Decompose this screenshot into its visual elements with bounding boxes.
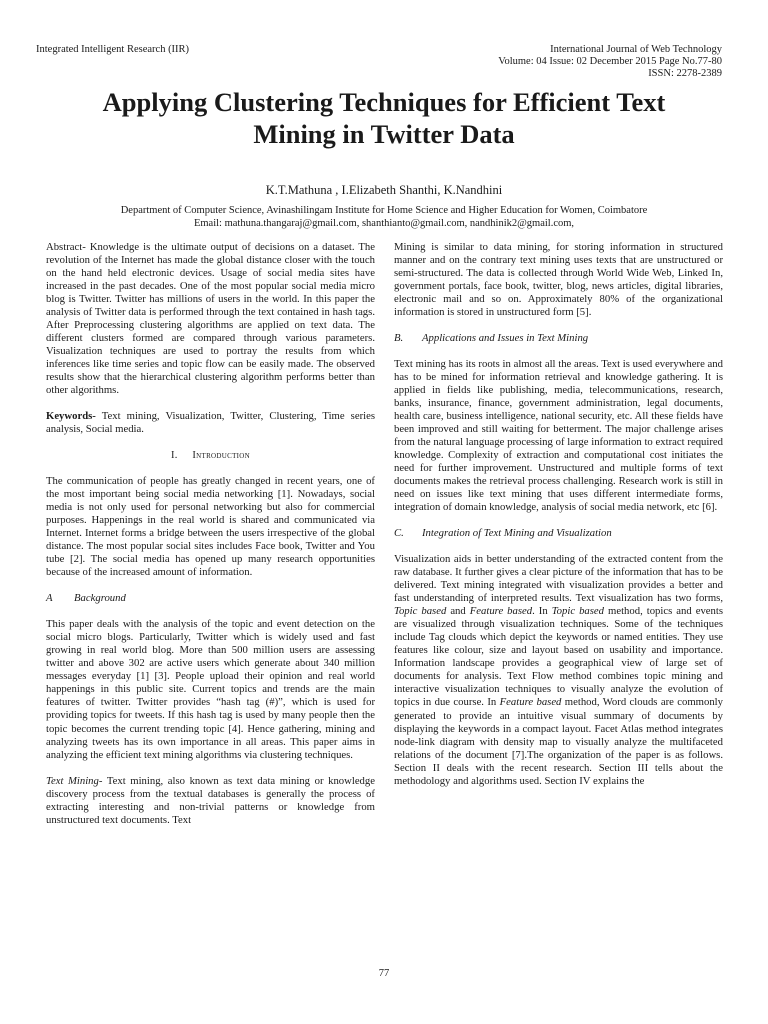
- subsection-letter: A: [46, 592, 53, 605]
- abstract: Abstract- Knowledge is the ultimate output of decisions on a dataset. The revolution of the Internet has made the global distance closer with the touch on the hand held electronic devices. Usage of social media sites have increased in the past decades. One of the most popular social media micro blog is Twitter. Twitter has millions of users in the world. In this paper the analysis of Twitter data is performed through the text contained in hash tags. After Preprocessing clustering algorithms are applied on text data. The different clusters formed are compared through various parameters. Visualization techniques are used to portray the results from which inferences like time series and topic flow can be easily made. The observed results show that the hierarchical clustering algorithm performs better than other algorithms.: [46, 241, 375, 397]
- subsection-heading-applications: [394, 332, 723, 345]
- affiliation: [0, 204, 768, 230]
- title-line-2: Mining in Twitter Data: [253, 119, 515, 149]
- running-header-right: [498, 44, 722, 80]
- right-column: [394, 241, 723, 788]
- subsection-heading-integration: [394, 527, 723, 540]
- subsection-letter: B.: [394, 332, 404, 345]
- running-header-left: Integrated Intelligent Research (IIR): [36, 44, 190, 55]
- journal-name: International Journal of Web Technology: [550, 44, 722, 55]
- subsection-letter: C.: [394, 527, 404, 540]
- keywords-text: Text mining, Visualization, Twitter, Clustering, Time series analysis, Social media.: [46, 410, 375, 436]
- volume-issue: Volume: 04 Issue: 02 December 2015 Page No.77-80: [498, 56, 722, 67]
- text-mining-body: Text mining, also known as text data mining or knowledge discovery process from the textual databases is generally the process of extracting interesting and non-trivial patterns or knowledge from unstructured text documents. Text: [46, 774, 375, 826]
- section-heading-introduction: [46, 449, 375, 462]
- visualization-paragraph: [394, 553, 723, 787]
- page-number: 77: [378, 968, 390, 979]
- viz-emphasis: Feature based: [499, 696, 562, 709]
- viz-text: method, Word clouds are commonly generated to provide an intuitive visual summary of documents by displaying the keywords in a compact layout. Facet Atlas method integrates node-link diagram with density map to visually analyze the multifaceted relations of the document [7].The organization of the paper is as follows. Section II deals with the recent research. Section III tells about the methodology and algorithms used. Section IV explains the: [394, 696, 723, 787]
- title-line-1: Applying Clustering Techniques for Efficient Text: [102, 87, 666, 117]
- text-mining-paragraph: [46, 775, 375, 827]
- department: Department of Computer Science, Avinashilingam Institute for Home Science and Higher Education for Women, Coimbatore: [120, 205, 648, 216]
- keywords-label: Keywords-: [46, 410, 96, 423]
- text-mining-label: Text Mining-: [46, 774, 103, 787]
- applications-paragraph: Text mining has its roots in almost all the areas. Text is used everywhere and has to be mined for information retrieval and knowledge gathering. It is applied in fields like publishing, media, telecommunications, research, banks, insurance, finance, government administration, legal documents, health care, business intelligence, national security, etc. All these fields have been improved and still waiting for betterment. The major challenge arises from the natural language processing of large information to extract required knowledge. Complexity of extraction and computational cost initiates the need for further improvement. Unstructured and multiple forms of text documents makes the retrieval process challenging. Research work is still in need on issues like text mining that uses different intermediate forms, integration of domain knowledge, analysis of social media network, etc [6].: [394, 358, 723, 514]
- background-paragraph: This paper deals with the analysis of the topic and event detection on the social micro blogs. Particularly, Twitter which is widely used and fast growing in real world blog. More than 500 million users are assessing twitter and above 302 are active users which generate about 340 million messages everyday [1] [3]. People upload their opinion and real world happenings in this public site. Current topics and trends are the main features of twitter. Twitter provides “hash tag (#)”, which is used for providing topics for tweets. If this hash tag is used by many people then the topic becomes the current trending topic [4]. Hence gathering, mining and analyzing tweets has its own importance in all areas. This paper aims in analyzing the efficient text mining algorithms via clustering techniques.: [46, 618, 375, 761]
- subsection-title: Applications and Issues in Text Mining: [422, 332, 589, 345]
- subsection-title: Integration of Text Mining and Visualization: [422, 527, 612, 540]
- viz-text: and: [446, 605, 470, 618]
- email-line: Email: mathuna.thangaraj@gmail.com, shanthianto@gmail.com, nandhinik2@gmail.com,: [193, 218, 575, 229]
- section-number: I.: [170, 450, 178, 462]
- authors: K.T.Mathuna , I.Elizabeth Shanthi, K.Nandhini: [265, 183, 503, 197]
- viz-emphasis: Topic based: [394, 605, 447, 618]
- section-title: Introduction: [192, 450, 250, 462]
- subsection-heading-background: [46, 592, 375, 605]
- text-mining-continued: Mining is similar to data mining, for storing information in structured manner and on the contrary text mining uses texts that are unstructured or semi-structured. The data is collected through World Wide Web, Linked In, government portals, face book, twitter, blog, news articles, digital libraries, electronic mail and so on. Approximately 80% of the organizational information is stored in unstructured form [5].: [394, 241, 723, 319]
- paper-title: [30, 86, 738, 150]
- keywords: [46, 410, 375, 436]
- issn: ISSN: 2278-2389: [648, 68, 722, 79]
- viz-text: method, topics and events are visualized through visualization techniques. Some of the techniques include Tag clouds which depict the keywords or named entities. They use features like colour, size and layout based on usability and importance. Information landscape provides a geographical view of large set of documents for analysis. Text Flow method combines topic mining and interactive visualization techniques to visually analyze the evolution of topics in due course. In: [394, 605, 724, 709]
- subsection-title: Background: [74, 592, 126, 605]
- viz-emphasis: Topic based: [551, 605, 605, 618]
- left-column: [46, 241, 375, 827]
- viz-emphasis: Feature based: [469, 605, 533, 618]
- viz-text: . In: [532, 605, 552, 618]
- viz-text: Visualization aids in better understanding of the extracted content from the raw database. It further gives a clear picture of the information that has to be delivered. Text mining integrated with visualization provides a better and fast understanding of interpreted results. Text visualization has two forms,: [394, 553, 723, 605]
- intro-paragraph: The communication of people has greatly changed in recent years, one of the most important being social media networking [1]. Nowadays, social media is not only used for personal networking but also for commercial purposes. Happenings in the real world is shared and communicated via Internet. Internet forms a bridge between the users irrespective of the global distance. The most popular social sites includes Face book, Twitter and You tube [2]. The social media has opened up many research opportunities because of the increased amount of information.: [46, 475, 375, 579]
